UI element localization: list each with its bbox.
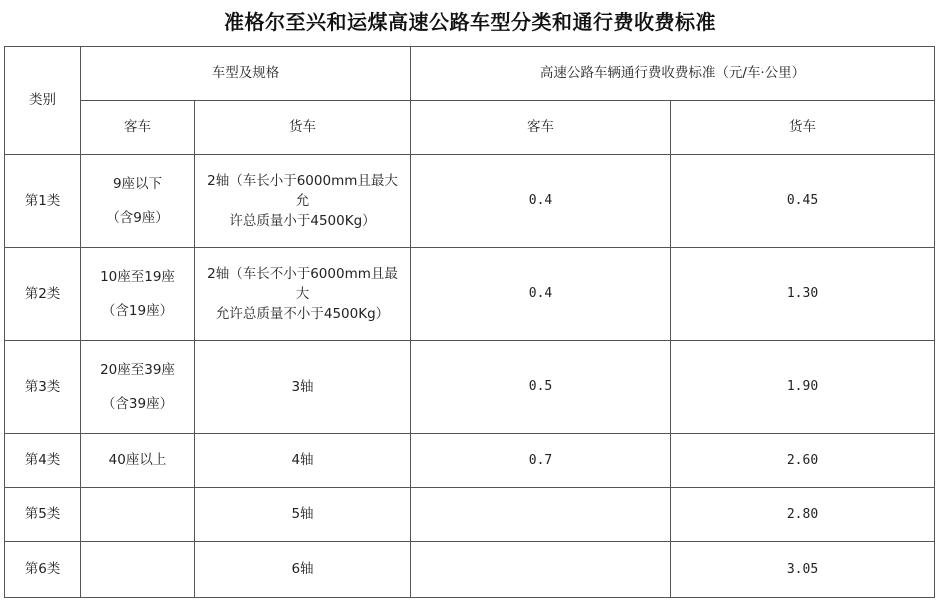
table-row: [5, 155, 935, 248]
truck-spec-cell: [195, 155, 411, 248]
fee-passenger-cell: 0.4: [411, 248, 671, 341]
fee-truck-cell: 2.80: [671, 488, 935, 542]
passenger-spec-cell: 40座以上: [81, 434, 195, 488]
category-cell: 第1类: [5, 155, 81, 248]
toll-table: [4, 46, 935, 598]
passenger-spec-line: （含39座）: [101, 396, 174, 412]
page-title: 准格尔至兴和运煤高速公路车型分类和通行费收费标准: [224, 10, 716, 34]
fee-passenger-cell: [411, 488, 671, 542]
category-cell: 第5类: [5, 488, 81, 542]
fee-passenger-cell: [411, 542, 671, 598]
table-row: [5, 488, 935, 542]
header-row-top: [5, 47, 935, 101]
truck-spec-cell: 3轴: [195, 341, 411, 434]
fee-truck-cell: 3.05: [671, 542, 935, 598]
table-row: [5, 434, 935, 488]
spacer: [87, 380, 188, 394]
truck-spec-line: 许总质量小于4500Kg）: [229, 213, 376, 230]
truck-spec-cell: [195, 248, 411, 341]
table-row: [5, 341, 935, 434]
truck-spec-cell: 6轴: [195, 542, 411, 598]
truck-spec-line: 允许总质量不小于4500Kg）: [215, 306, 390, 323]
passenger-spec-line: （含9座）: [106, 210, 169, 226]
table-row: [5, 248, 935, 341]
fee-passenger-cell: 0.7: [411, 434, 671, 488]
truck-spec-line: 2轴（车长小于6000mm且最大允: [207, 172, 398, 209]
fee-truck-cell: 1.30: [671, 248, 935, 341]
spacer: [87, 287, 188, 301]
header-truck: 货车: [195, 101, 411, 155]
truck-spec-cell: 4轴: [195, 434, 411, 488]
header-vehicle-spec: 车型及规格: [81, 47, 411, 101]
fee-truck-cell: 2.60: [671, 434, 935, 488]
passenger-spec-cell: [81, 341, 195, 434]
passenger-spec-line: 10座至19座: [100, 268, 175, 285]
fee-passenger-cell: 0.4: [411, 155, 671, 248]
passenger-spec-line: 9座以下: [112, 175, 163, 192]
passenger-spec-line: （含19座）: [101, 303, 174, 319]
table-row: [5, 542, 935, 598]
category-cell: 第4类: [5, 434, 81, 488]
passenger-spec-line: 20座至39座: [100, 361, 175, 378]
passenger-spec-cell: [81, 155, 195, 248]
header-fee-passenger: 客车: [411, 101, 671, 155]
truck-spec-cell: 5轴: [195, 488, 411, 542]
spacer: [87, 194, 188, 208]
passenger-spec-cell: [81, 248, 195, 341]
header-fee-standard: 高速公路车辆通行费收费标准（元/车·公里）: [411, 47, 935, 101]
fee-truck-cell: 1.90: [671, 341, 935, 434]
category-cell: 第2类: [5, 248, 81, 341]
category-cell: 第6类: [5, 542, 81, 598]
fee-truck-cell: 0.45: [671, 155, 935, 248]
passenger-spec-cell: [81, 542, 195, 598]
header-fee-truck: 货车: [671, 101, 935, 155]
header-category: 类别: [5, 47, 81, 155]
fee-passenger-cell: 0.5: [411, 341, 671, 434]
header-row-sub: [5, 101, 935, 155]
truck-spec-line: 2轴（车长不小于6000mm且最大: [207, 265, 398, 302]
passenger-spec-cell: [81, 488, 195, 542]
header-passenger: 客车: [81, 101, 195, 155]
category-cell: 第3类: [5, 341, 81, 434]
